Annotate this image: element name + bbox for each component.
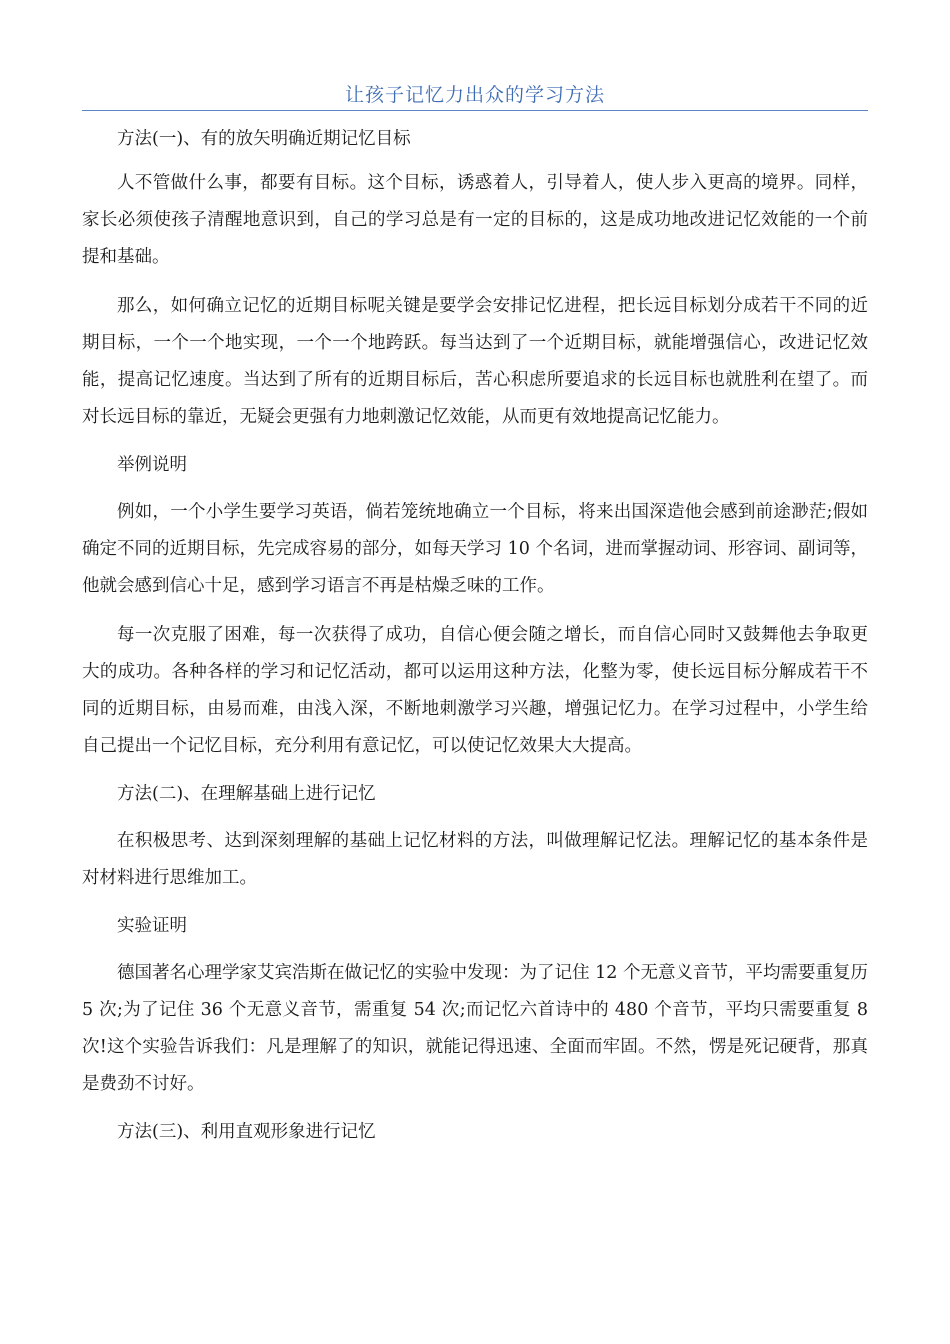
section-heading-method-1: 方法(一)、有的放矢明确近期记忆目标 bbox=[117, 129, 411, 149]
paragraph-goal-intro: 人不管做什么事，都要有目标。这个目标，诱惑着人，引导着人，使人步入更高的境界。同样，家长必须使孩子清醒地意识到，自己的学习总是有一定的目标的，这是成功地改进记忆效能的一个前提和基础。 bbox=[82, 173, 868, 267]
document-body bbox=[82, 122, 868, 1149]
paragraph-confidence: 每一次克服了困难，每一次获得了成功，自信心便会随之增长，而自信心同时又鼓舞他去争取更大的成功。各种各样的学习和记忆活动，都可以运用这种方法，化整为零，使长远目标分解成若干不同的近期目标，由易而难，由浅入深，不断地刺激学习兴趣，增强记忆力。在学习过程中，小学生给自己提出一个记忆目标，充分利用有意记忆，可以使记忆效果大大提高。 bbox=[82, 625, 868, 756]
paragraph-ebbinghaus: 德国著名心理学家艾宾浩斯在做记忆的实验中发现：为了记住 12 个无意义音节，平均需要重复历 5 次;为了记住 36 个无意义音节，需重复 54 次;而记忆六首诗中的 480 个音节，平均只需要重复 8 次!这个实验告诉我们：凡是理解了的知识，就能记得迅速、全面而牢固。不然，愣是死记硬背，那真是费劲不讨好。 bbox=[82, 963, 868, 1094]
section-heading-example: 举例说明 bbox=[117, 455, 187, 475]
section-heading-experiment: 实验证明 bbox=[117, 916, 187, 936]
page-header bbox=[82, 80, 868, 111]
paragraph-near-term-goals: 那么，如何确立记忆的近期目标呢关键是要学会安排记忆进程，把长远目标划分成若干不同的近期目标，一个一个地实现，一个一个地跨跃。每当达到了一个近期目标，就能增强信心，改进记忆效能，提高记忆速度。当达到了所有的近期目标后，苦心积虑所要追求的长远目标也就胜利在望了。而对长远目标的靠近，无疑会更强有力地刺激记忆效能，从而更有效地提高记忆能力。 bbox=[82, 296, 868, 427]
page-title: 让孩子记忆力出众的学习方法 bbox=[344, 84, 605, 106]
paragraph-understanding-memory: 在积极思考、达到深刻理解的基础上记忆材料的方法，叫做理解记忆法。理解记忆的基本条件是对材料进行思维加工。 bbox=[82, 831, 868, 888]
paragraph-english-example: 例如，一个小学生要学习英语，倘若笼统地确立一个目标，将来出国深造他会感到前途渺茫;假如确定不同的近期目标，先完成容易的部分，如每天学习 10 个名词，进而掌握动词、形容词、副词等，他就会感到信心十足，感到学习语言不再是枯燥乏味的工作。 bbox=[82, 502, 868, 596]
section-heading-method-3: 方法(三)、利用直观形象进行记忆 bbox=[117, 1122, 376, 1142]
section-heading-method-2: 方法(二)、在理解基础上进行记忆 bbox=[117, 784, 376, 804]
